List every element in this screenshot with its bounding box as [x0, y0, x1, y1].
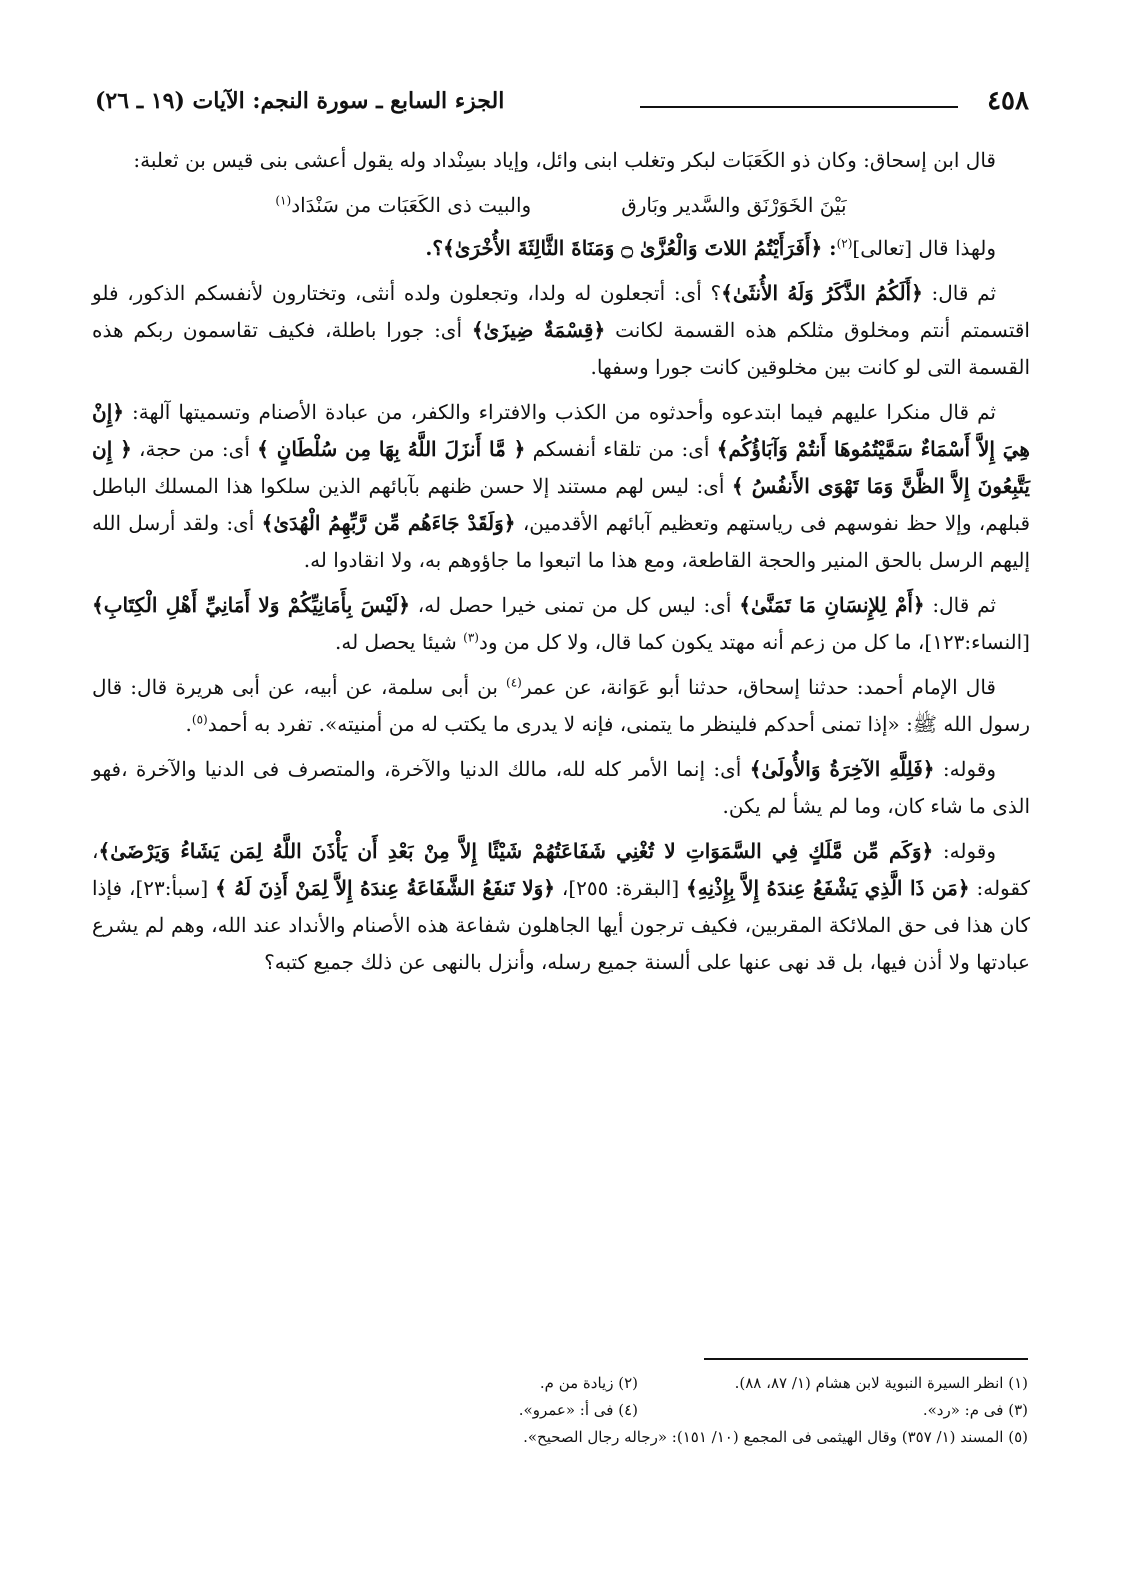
quran-quote: ﴿وَلا تَنفَعُ الشَّفَاعَةُ عِندَهُ إِلاَّ لِمَنْ أَذِنَ لَهُ ﴾ [215, 876, 556, 900]
quran-quote: ﴿وَلَقَدْ جَاءَهُم مِّن رَّبِّهِمُ الْهُدَىٰ﴾ [261, 511, 516, 535]
paragraph: قال ابن إسحاق: وكان ذو الكَعَبَات لبكر وتغلب ابنى وائل، وإياد بسِنْداد وله يقول أعشى بنى قيس بن ثعلبة: [133, 148, 996, 172]
footnote-1: (١) انظر السيرة النبوية لابن هشام (١/ ٨٧، ٨٨). [734, 1374, 1028, 1392]
page-body [92, 142, 1030, 989]
footnote-5: (٥) المسند (١/ ٣٥٧) وقال الهيثمى فى المجمع (١٠/ ١٥١): «رجاله رجال الصحيح». [523, 1428, 1028, 1446]
paragraph: ثم قال منكرا عليهم فيما ابتدعوه وأحدثوه من الكذب والافتراء والكفر، من عبادة الأصنام وتسميتها آلهة: ﴿إِنْ هِيَ إِلاَّ أَسْمَاءٌ سَمَّيْتُمُوهَا أَنتُمْ وَآبَاؤُكُم﴾ أى: من تلقاء أنفسكم ﴿ مَّا أَنزَلَ اللَّهُ بِهَا مِن سُلْطَانٍ ﴾ أى: من حجة، ﴿ إِن يَتَّبِعُونَ إِلاَّ الظَّنَّ وَمَا تَهْوَى الأَنفُسُ ﴾ أى: ليس لهم مستند إلا حسن ظنهم بآبائهم الذين سلكوا هذا المسلك الباطل قبلهم، وإلا حظ نفوسهم فى رياستهم وتعظيم آبائهم الأقدمين، ﴿وَلَقَدْ جَاءَهُم مِّن رَّبِّهِمُ الْهُدَىٰ﴾ أى: ولقد أرسل الله إليهم الرسل بالحق المنير والحجة القاطعة، ومع هذا ما اتبعوا ما جاؤوهم به، ولا انقادوا له. [92, 400, 1030, 572]
footnote-4: (٤) فى أ: «عمرو». [518, 1401, 638, 1419]
quran-quote: ﴿مَن ذَا الَّذِي يَشْفَعُ عِندَهُ إِلاَّ بِإِذْنِهِ﴾ [686, 876, 970, 900]
paragraph: ثم قال: ﴿أَلَكُمُ الذَّكَرُ وَلَهُ الأُنثَىٰ﴾؟ أى: أتجعلون له ولدا، وتجعلون ولده أنثى، وتختارون لأنفسكم الذكور، فلو اقتسمتم أنتم ومخلوق مثلكم هذه القسمة لكانت ﴿قِسْمَةٌ ضِيزَىٰ﴾ أى: جورا باطلة، فكيف تقاسمون ربكم هذه القسمة التى لو كانت بين مخلوقين كانت جورا وسفها. [92, 281, 1030, 379]
quran-quote: ﴿لَيْسَ بِأَمَانِيِّكُمْ وَلا أَمَانِيِّ أَهْلِ الْكِتَابِ﴾ [92, 593, 411, 617]
footnote-row [328, 1370, 1028, 1397]
page-header [95, 86, 1029, 126]
paragraph: وقوله: ﴿فَلِلَّهِ الآخِرَةُ وَالأُولَىٰ﴾ أى: إنما الأمر كله لله، مالك الدنيا والآخرة، والمتصرف فى الدنيا والآخرة ،فهو الذى ما شاء كان، وما لم يشأ لم يكن. [92, 757, 1030, 818]
verse-second-hemistich: والبيت ذى الكَعَبَات من سَنْدَاد$^{(١)}$ [275, 193, 532, 217]
paragraph: ثم قال: ﴿أَمْ لِلإِنسَانِ مَا تَمَنَّىٰ﴾ أى: ليس كل من تمنى خيرا حصل له، ﴿لَيْسَ بِأَمَانِيِّكُمْ وَلا أَمَانِيِّ أَهْلِ الْكِتَابِ﴾ [النساء:١٢٣]، ما كل من زعم أنه مهتد يكون كما قال، ولا كل من ود$^{(٣)}$ شيئا يحصل له. [92, 593, 1030, 654]
quran-quote: ﴿إِنْ هِيَ إِلاَّ أَسْمَاءٌ سَمَّيْتُمُوهَا أَنتُمْ وَآبَاؤُكُم﴾ [92, 400, 1030, 461]
footnote-2: (٢) زيادة من م. [539, 1374, 638, 1392]
quran-quote: ﴿أَلَكُمُ الذَّكَرُ وَلَهُ الأُنثَىٰ﴾ [721, 281, 923, 305]
quran-quote: ﴿قِسْمَةٌ ضِيزَىٰ﴾ [471, 318, 606, 342]
quran-quote: ﴿ إِن يَتَّبِعُونَ إِلاَّ الظَّنَّ وَمَا تَهْوَى الأَنفُسُ ﴾ [92, 437, 1030, 498]
paragraph: وقوله: ﴿وَكَم مِّن مَّلَكٍ فِي السَّمَوَاتِ لا تُغْنِي شَفَاعَتُهُمْ شَيْئًا إِلاَّ مِنْ بَعْدِ أَن يَأْذَنَ اللَّهُ لِمَن يَشَاءُ وَيَرْضَىٰ﴾، كقوله: ﴿مَن ذَا الَّذِي يَشْفَعُ عِندَهُ إِلاَّ بِإِذْنِهِ﴾ [البقرة: ٢٥٥]، ﴿وَلا تَنفَعُ الشَّفَاعَةُ عِندَهُ إِلاَّ لِمَنْ أَذِنَ لَهُ ﴾ [سبأ:٢٣]، فإذا كان هذا فى حق الملائكة المقربين، فكيف ترجون أيها الجاهلون شفاعة هذه الأصنام والأنداد عند الله، وهم لم يشرع عبادتها ولا أذن فيها، بل قد نهى عنها على ألسنة جميع رسله، وأنزل بالنهى عن ذلك جميع كتبه؟ [92, 839, 1031, 974]
footnote-marker: (٤) [506, 675, 522, 690]
footnote-marker: (٢) [836, 236, 853, 251]
quran-quote: ﴿فَلِلَّهِ الآخِرَةُ وَالأُولَىٰ﴾ [749, 757, 935, 781]
quran-quote: ﴿أَمْ لِلإِنسَانِ مَا تَمَنَّىٰ﴾ [739, 593, 925, 617]
header-rule [640, 106, 958, 108]
poetry-verse [92, 187, 1030, 224]
quran-quote: : ﴿أَفَرَأَيْتُمُ اللاتَ وَالْعُزَّىٰ ۝ وَمَنَاةَ الثَّالِثَةَ الأُخْرَىٰ﴾؟. [425, 236, 837, 260]
paragraph: قال الإمام أحمد: حدثنا إسحاق، حدثنا أبو عَوَانة، عن عمر$^{(٤)}$ بن أبى سلمة، عن أبيه، عن أبى هريرة قال: قال رسول الله ﷺ: «إذا تمنى أحدكم فلينظر ما يتمنى، فإنه لا يدرى ما يكتب له من أمنيته». تفرد به أحمد$^{(٥)}$. [92, 675, 1030, 736]
footnote-marker: (٥) [191, 712, 208, 727]
running-title: الجزء السابع ـ سورة النجم: الآيات (١٩ ـ ٢٦) [95, 88, 505, 114]
footnote-marker: (٣) [463, 630, 479, 645]
page-number: ٤٥٨ [987, 86, 1029, 116]
footnote-3: (٣) فى م: «رد». [922, 1401, 1028, 1419]
footnotes [328, 1370, 1028, 1451]
footnote-row [328, 1424, 1028, 1451]
footnote-separator [704, 1358, 1028, 1360]
quran-quote: ﴿ مَّا أَنزَلَ اللَّهُ بِهَا مِن سُلْطَانٍ ﴾ [257, 437, 526, 461]
paragraph: ولهذا قال [تعالى]$^{(٢)}$: ﴿أَفَرَأَيْتُمُ اللاتَ وَالْعُزَّىٰ ۝ وَمَنَاةَ الثَّالِثَةَ الأُخْرَىٰ﴾؟. [425, 236, 996, 260]
quran-quote: ﴿وَكَم مِّن مَّلَكٍ فِي السَّمَوَاتِ لا تُغْنِي شَفَاعَتُهُمْ شَيْئًا إِلاَّ مِنْ بَعْدِ أَن يَأْذَنَ اللَّهُ لِمَن يَشَاءُ وَيَرْضَىٰ﴾ [98, 839, 934, 863]
footnote-row [328, 1397, 1028, 1424]
footnote-marker: (١) [275, 193, 292, 208]
verse-first-hemistich: بَيْنَ الخَوَرْنَق والسَّدير وبَارق [621, 193, 847, 217]
